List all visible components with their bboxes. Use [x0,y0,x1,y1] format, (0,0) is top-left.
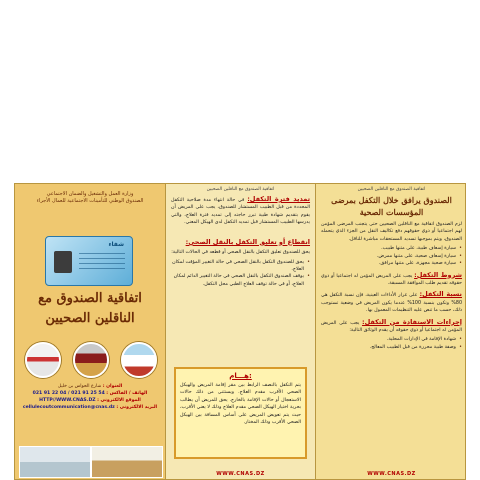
section-text-suspension: يحق للصندوق تعليق التكفل بالنقل الصحي أو قطعه في الحالات التالية: [171,250,310,256]
cover-panel [15,184,165,479]
chifa-card-image [45,236,133,286]
section-text-extension: في حالة انتهاء مدة صلاحية التكفل المحددة من قبل الطبيب المستشار للصندوق، يجب على المريض أن يقوم بتقديم شهادة طبية تبرر حاجته إلى تمديد فترة العلاج، والتي يدرسها الطبيب المستشار قبل تمديد التكفل لدى الهيكل المعني. [171,198,310,226]
ambulance-photo-4 [19,446,91,478]
brochure [14,183,466,480]
footer-website[interactable]: WWW.CNAS.DZ [216,471,265,477]
section-title-suspension: انقطاع أو تعليق التكفل بالنقل الصحي: [185,237,310,246]
note-title: هـــام: [229,372,252,380]
section-conditions [321,270,462,288]
ambulance-photo-3 [121,342,157,378]
vehicle-photos [19,446,161,478]
section-title-conditions: شروط التكفل: [414,270,463,279]
footer-website[interactable]: WWW.CNAS.DZ [367,471,416,477]
list-item: • شهادة الإقامة في الإدارات المحلية. [321,336,462,343]
card-text-lines [79,253,125,271]
list-item: • وصفة طبية محررة من قبل الطبيب المعالج. [321,344,462,351]
right-panel [316,184,466,479]
ambulance-photos [25,342,155,376]
right-header: اتفاقية الصندوق مع الناقلين الصحيين [357,187,426,192]
cover-title-line: اتفاقية الصندوق مع [38,291,142,306]
ambulance-interior-photo [91,446,163,478]
email-link[interactable]: cellulecoutcommunication@cnas.dz [22,404,115,410]
important-note-box [174,367,307,459]
list-item: • يوقف الصندوق التكفل بالنقل الصحي في حالة التغيير الدائم لمكان العلاج، أو في حالة توقف العلاج الطبي محل التكفل. [171,273,310,288]
section-title-extension: تمديد فترة التكفل: [247,195,311,203]
web-label: الموقع الالكتروني : [97,397,141,403]
middle-header: اتفاقية الصندوق مع الناقلين الصحيين [206,187,275,192]
contact-info [21,384,159,412]
email-label: البريد الالكتروني : [116,404,158,410]
cover-title-line: الناقلين الصحيين [45,311,135,327]
cover-title [19,289,161,329]
intro-text: لزم الصندوق اتفاقية مع الناقلين الصحيين حتى يتجنب المرضى المؤمن لهم اجتماعيا أو ذوي حقوقهم دفع تكاليف النقل من الجزء الذي يتحمله الصندوق، ويتم بموجبها تسديد المستحقات مباشرة للناقل. [321,222,462,242]
website-link[interactable]: HTTP//WWW.CNAS.DZ [39,397,96,403]
middle-panel [165,184,316,479]
ministry-header [20,191,160,205]
ministry-line: وزارة العمل والتشغيل والضمان الاجتماعي [46,191,134,197]
note-text: يتم التكفل بالنصف الرابط بين مقر إقامة المريض والهيكل الصحي الأقرب مقدم العلاج. ويستثنى من ذلك حالات الاستعجال أو حالات الإقامة بالخارج. يحق للمريض أن يطالب بحرية اختيار الهيكل الصحي مقدم العلاج وذلك لا يعني الأقرب، حيث يتم تعويض المريض على أساس المسافة بين الهيكل الصحي الأقرب وذلك المختار. [180,383,301,426]
card-photo [54,251,72,273]
right-title: الصندوق يرافق خلال التكفل بمرضى المؤسسات الصحية [331,195,452,217]
ambulance-photo-1 [25,342,61,378]
section-text-conditions: يجب على المريض المؤمن له اجتماعيا أو ذوي حقوقه تقديم طلب الموافقة المسبقة. [321,273,462,286]
section-suspension-heading [171,237,310,247]
section-rate [321,289,462,314]
section-text-procedure: يجب على المريض المؤمن له اجتماعيا أو ذوي حقوقه أن يقدم الوثائق التالية: [321,320,462,334]
section-title-rate: نسبة التكفل: [419,290,462,299]
section-title-procedure: إجراءات الاستفادة من التكفل: [362,317,462,326]
phone-label: الهاتف / الفاكس : [106,390,148,396]
section-procedure [321,317,462,335]
list-item: • سيارة إسعاف صحية، على متنها ممرض. [321,253,462,260]
list-item: • يحق للصندوق التكفل بالنقل الصحي في حالة التغيير المؤقت لمكان العلاج. [171,259,310,274]
address-value: شارع الحواس بن خليل [57,384,102,389]
section-text-rate: على غرار الأداءات العينية، فإن نسبة التكفل هي 80% وتكون بنسبة 100% عندما يكون المريض في وضعية تستوجب ذلك، حسب ما تنص عليه التنظيمات المعمول بها. [321,293,462,314]
list-item: • سيارة إسعاف طبية، على متنها طبيب. [321,245,462,252]
ministry-line: الصندوق الوطني للتأمينات الاجتماعية للعمال الأجراء [36,197,144,204]
card-logo: شفاء [108,241,124,248]
section-extension [171,194,310,227]
ambulance-photo-2 [73,342,109,378]
address-label: العنوان : [102,384,123,389]
phone-value: 54 25 91 021 / 04 22 91 021 [32,390,105,396]
list-item: • سيارة صحية مجهزة، على متنها مرافق. [321,260,462,267]
